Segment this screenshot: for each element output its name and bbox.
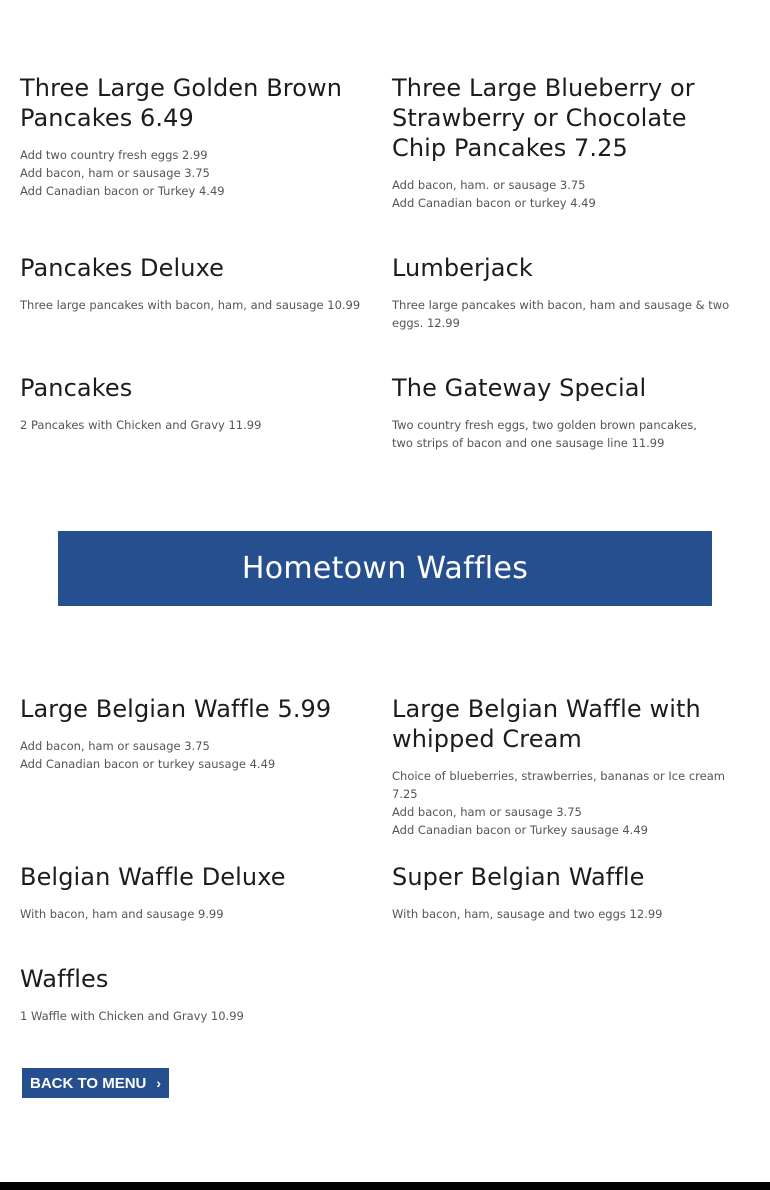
section-banner-waffles: [58, 531, 712, 606]
menu-item-line: Add Canadian bacon or turkey 4.49: [392, 196, 596, 210]
menu-item-golden-pancakes: [20, 73, 380, 200]
menu-item-title: Super Belgian Waffle: [392, 863, 645, 891]
menu-item-line: Three large pancakes with bacon, ham, and sausage 10.99: [20, 298, 361, 312]
section-title: Hometown Waffles: [241, 551, 529, 586]
menu-item-line: Add Canadian bacon or turkey sausage 4.49: [20, 757, 276, 771]
footer-bar: [0, 1182, 770, 1190]
menu-item-line: Add two country fresh eggs 2.99: [20, 148, 208, 162]
menu-item-line: 2 Pancakes with Chicken and Gravy 11.99: [20, 418, 262, 432]
menu-item-pancakes-chicken: [20, 373, 380, 434]
menu-item-line: two strips of bacon and one sausage line 11.99: [392, 436, 665, 450]
menu-item-description: [20, 737, 380, 773]
menu-item-line: Add Canadian bacon or Turkey sausage 4.49: [392, 823, 648, 837]
chevron-right-icon: ›: [156, 1075, 162, 1091]
menu-item-title: Three Large Blueberry or Strawberry or Chocolate Chip Pancakes 7.25: [392, 74, 695, 162]
menu-item-line: With bacon, ham, sausage and two eggs 12.99: [392, 907, 663, 921]
menu-item-belgian-waffle-deluxe: [20, 862, 380, 923]
back-to-menu-label: BACK TO MENU: [30, 1074, 147, 1092]
menu-item-gateway-special: [392, 373, 754, 452]
menu-item-title: Pancakes: [20, 374, 133, 402]
menu-item-description: [392, 416, 754, 452]
menu-item-waffles-chicken: [20, 964, 380, 1025]
menu-item-description: [392, 905, 754, 923]
menu-item-waffle-whipped-cream: [392, 694, 754, 839]
menu-item-title: Large Belgian Waffle with whipped Cream: [392, 695, 701, 753]
menu-item-line: Choice of blueberries, strawberries, bananas or Ice cream 7.25: [392, 769, 725, 801]
menu-item-line: Add bacon, ham or sausage 3.75: [392, 805, 582, 819]
menu-item-title: Three Large Golden Brown Pancakes 6.49: [20, 74, 343, 132]
menu-item-line: 1 Waffle with Chicken and Gravy 10.99: [20, 1009, 244, 1023]
menu-item-large-belgian-waffle: [20, 694, 380, 773]
menu-item-description: [20, 296, 380, 314]
menu-item-description: [392, 176, 742, 212]
menu-item-title: Waffles: [20, 965, 109, 993]
menu-item-lumberjack: [392, 253, 754, 332]
menu-item-title: Pancakes Deluxe: [20, 254, 225, 282]
menu-item-line: Add bacon, ham or sausage 3.75: [20, 739, 210, 753]
menu-item-title: Large Belgian Waffle 5.99: [20, 695, 332, 723]
back-to-menu-button[interactable]: [22, 1068, 169, 1098]
menu-item-description: [392, 767, 754, 839]
menu-item-flavored-pancakes: [392, 73, 742, 212]
menu-item-line: Add bacon, ham or sausage 3.75: [20, 166, 210, 180]
menu-item-super-belgian-waffle: [392, 862, 754, 923]
menu-item-line: Add bacon, ham. or sausage 3.75: [392, 178, 586, 192]
menu-item-line: Three large pancakes with bacon, ham and sausage & two eggs. 12.99: [392, 298, 730, 330]
menu-item-description: [392, 296, 754, 332]
menu-item-description: [20, 905, 380, 923]
menu-item-line: Two country fresh eggs, two golden brown pancakes,: [392, 418, 697, 432]
menu-item-title: The Gateway Special: [392, 374, 647, 402]
menu-item-description: [20, 146, 380, 200]
menu-item-pancakes-deluxe: [20, 253, 380, 314]
menu-item-description: [20, 416, 380, 434]
menu-item-line: With bacon, ham and sausage 9.99: [20, 907, 224, 921]
menu-item-line: Add Canadian bacon or Turkey 4.49: [20, 184, 225, 198]
menu-item-description: [20, 1007, 380, 1025]
menu-item-title: Belgian Waffle Deluxe: [20, 863, 286, 891]
menu-item-title: Lumberjack: [392, 254, 533, 282]
